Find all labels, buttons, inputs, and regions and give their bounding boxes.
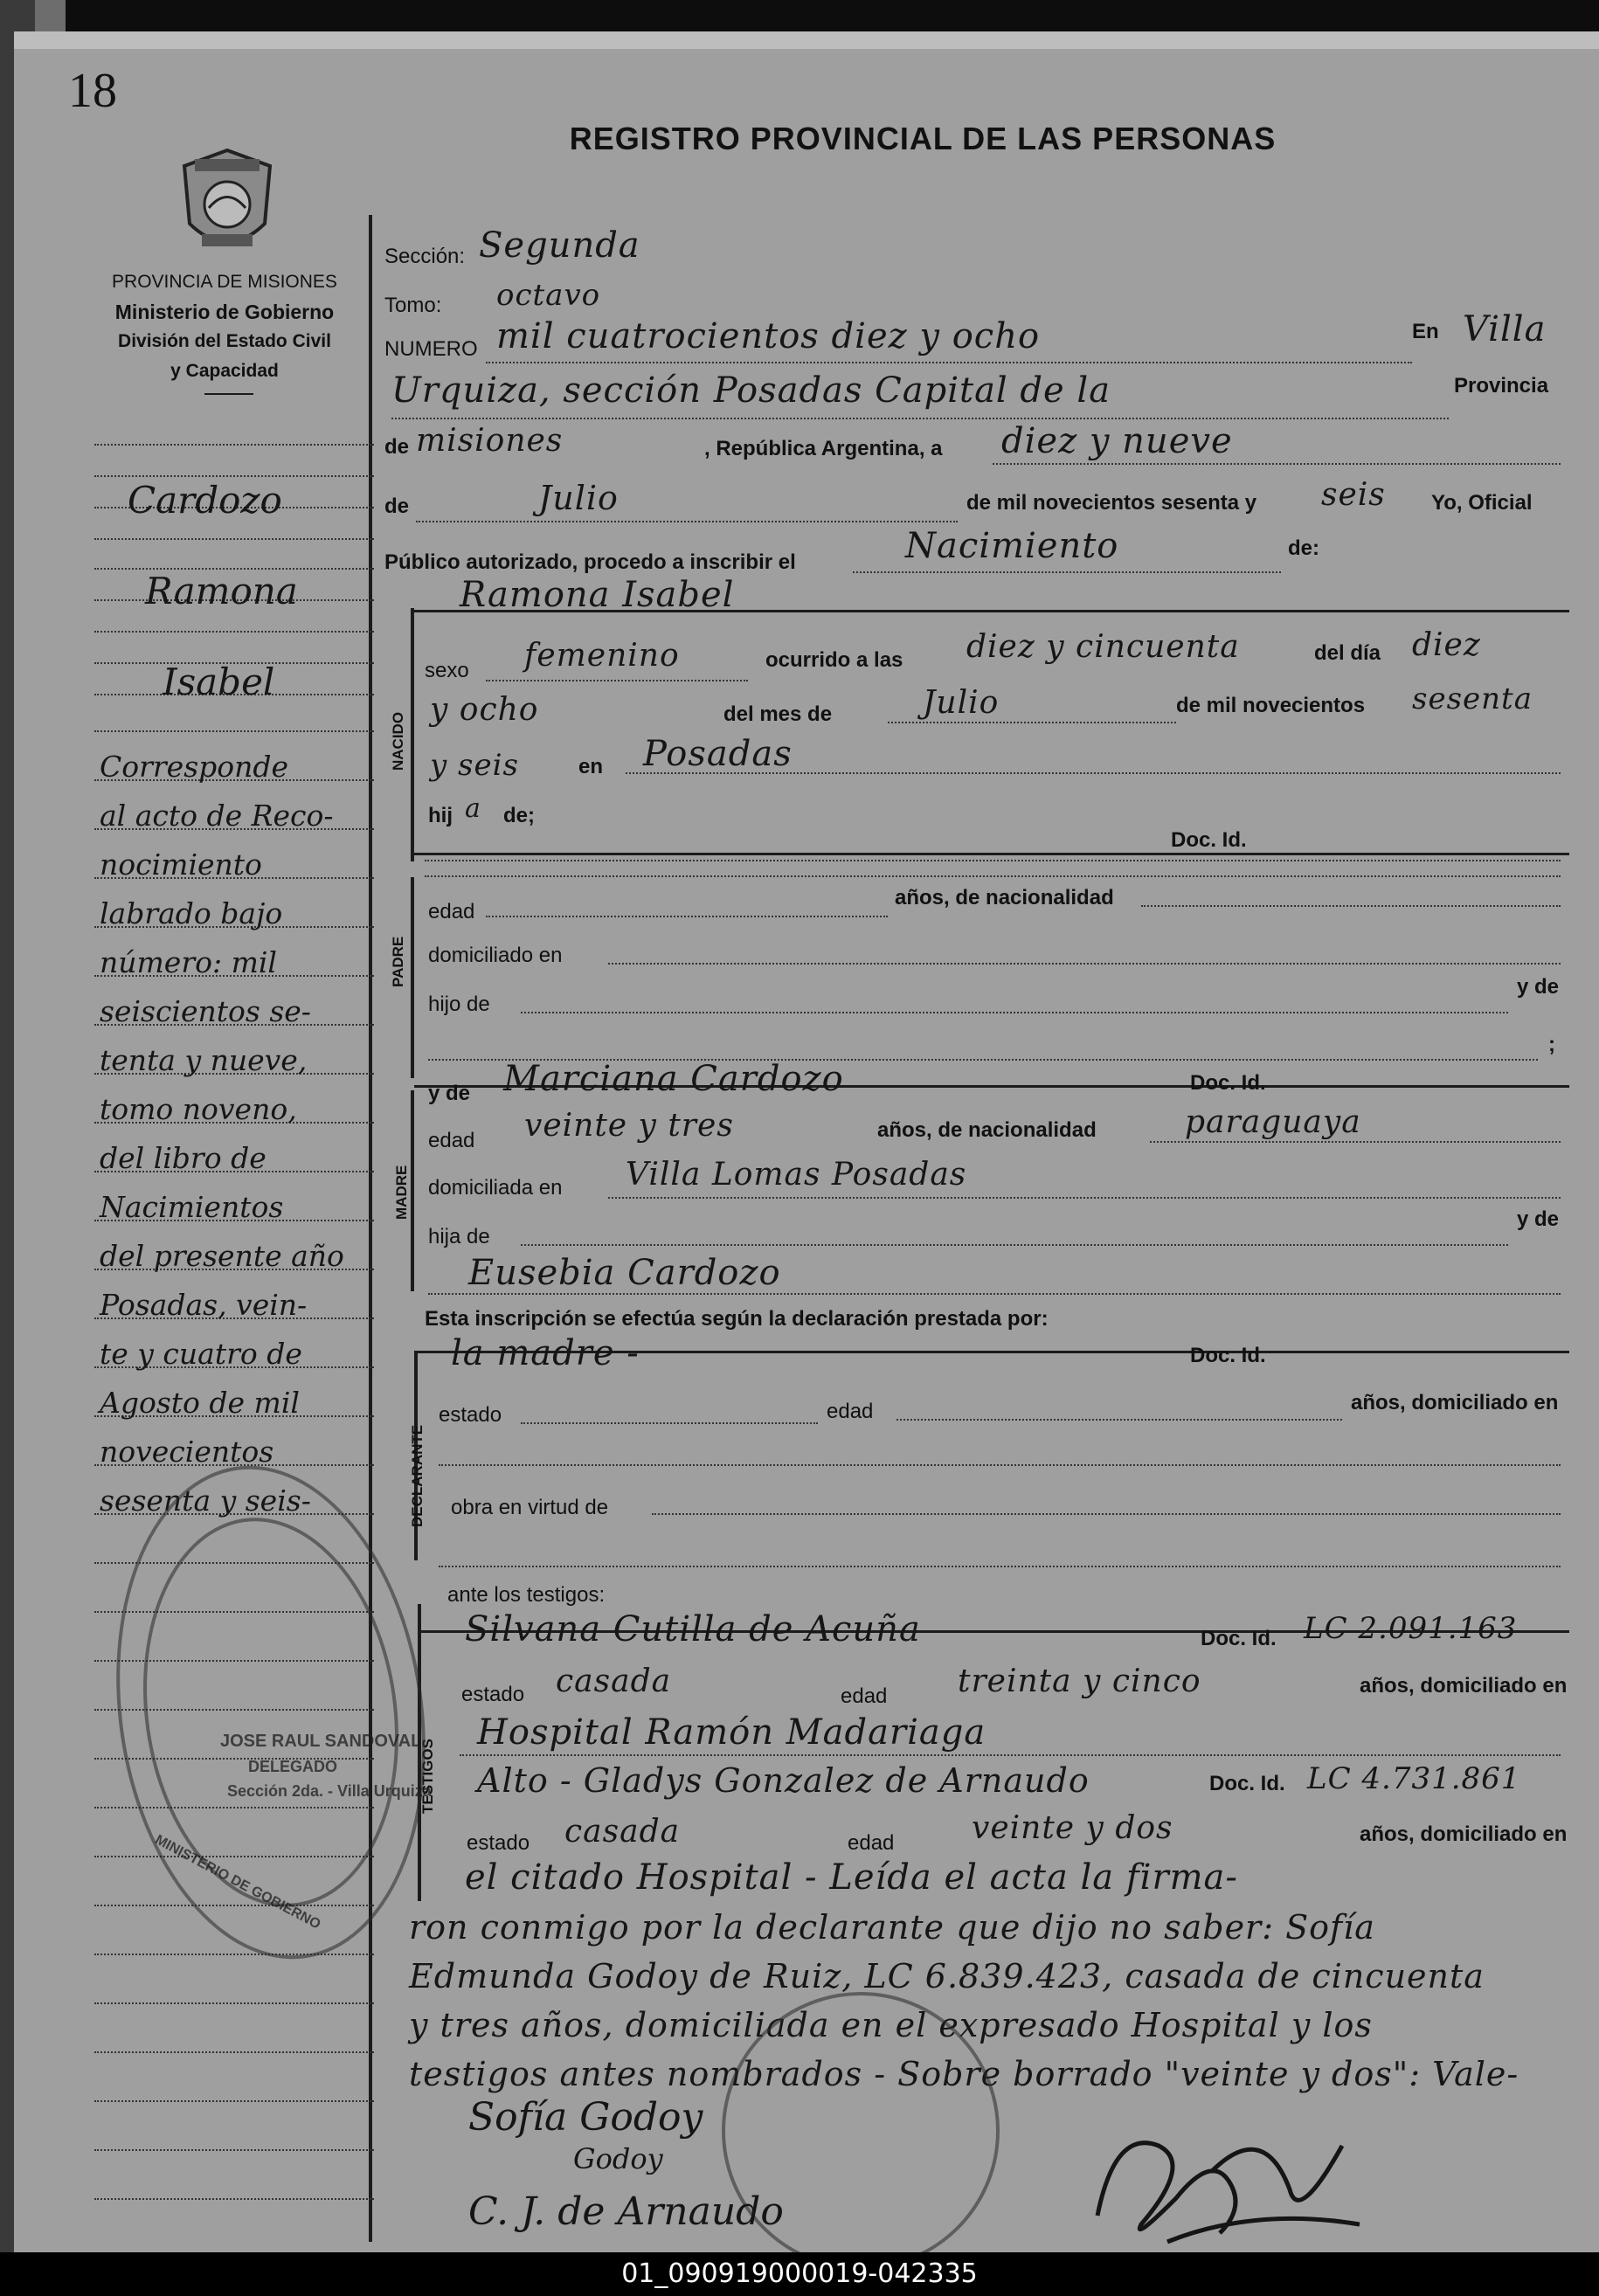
republica-label: , República Argentina, a (704, 437, 943, 460)
margin-rule (94, 631, 374, 633)
testigo1-name: Silvana Cutilla de Acuña (465, 1609, 921, 1649)
declarante-intro: Esta inscripción se efectúa según la declaración prestada por: (425, 1307, 1049, 1331)
provincia-label: Provincia (1454, 374, 1549, 398)
section-divider (414, 853, 1569, 855)
office-line: PROVINCIA DE MISIONES (112, 272, 337, 292)
edad-label: edad (841, 1684, 888, 1708)
closing-line: Edmunda Godoy de Ruiz, LC 6.839.423, casada de cincuenta (409, 1957, 1485, 1995)
margin-rule (94, 444, 374, 446)
fill-line (428, 1293, 1561, 1295)
numero-label: NUMERO (384, 337, 478, 361)
hijo-de-label: de; (503, 804, 535, 827)
margin-rule (94, 2149, 374, 2151)
signature: Godoy (573, 2142, 663, 2175)
testigo1-estado: casada (556, 1663, 672, 1699)
section-label-madre: MADRE (393, 1165, 410, 1220)
page-title: REGISTRO PROVINCIAL DE LAS PERSONAS (569, 121, 1277, 156)
closing-line: y tres años, domiciliada en el expresado Hospital y los (409, 2006, 1373, 2044)
stamp-line: DELEGADO (248, 1758, 338, 1775)
edad-label: edad (428, 1129, 475, 1152)
closing-line: testigos antes nombrados - Sobre borrado "veinte y dos": Vale- (409, 2055, 1519, 2093)
margin-note-line: del libro de (100, 1141, 266, 1175)
fill-line (1141, 905, 1561, 907)
fill-line (486, 916, 888, 917)
section-label-testigos: TESTIGOS (419, 1739, 436, 1814)
margin-note-line: al acto de Reco- (100, 799, 334, 833)
margin-second-name: Isabel (163, 660, 275, 703)
margin-rule (94, 475, 374, 477)
testigo2-name: Alto - Gladys Gonzalez de Arnaudo (477, 1761, 1090, 1800)
anio-label: de mil novecientos sesenta y (966, 491, 1257, 515)
docid-label: Doc. Id. (1190, 1344, 1266, 1367)
hora-value: diez y cincuenta (966, 629, 1240, 665)
section-label-declarante: DECLARANTE (409, 1424, 426, 1527)
provincia-value: misiones (416, 423, 564, 459)
testigo1-domicilio: Hospital Ramón Madariaga (477, 1712, 986, 1753)
hora-label: ocurrido a las (765, 648, 903, 672)
estado-label: estado (439, 1403, 502, 1427)
fill-line (608, 1197, 1561, 1199)
oficial-label: Yo, Oficial (1431, 491, 1533, 515)
seccion-label: Sección: (384, 245, 466, 268)
fill-line (1150, 1141, 1561, 1143)
mes-value: Julio (923, 685, 1000, 721)
officer-signature-icon (1080, 2093, 1377, 2252)
margin-surname: Cardozo (128, 479, 282, 522)
publico-label: Público autorizado, procedo a inscribir el (384, 550, 796, 574)
office-line: División del Estado Civil (118, 331, 331, 351)
margin-rule (94, 2100, 374, 2102)
section-rule (411, 608, 414, 861)
margin-note-line: novecientos (100, 1435, 274, 1469)
de-label: de (384, 435, 410, 459)
sexo-value: femenino (524, 638, 680, 674)
fill-line (425, 860, 1561, 861)
fill-line (425, 875, 1561, 877)
hijo-suffix: a (465, 793, 481, 824)
tomo-value: octavo (496, 278, 601, 313)
nacionalidad-label: años, de nacionalidad (877, 1118, 1097, 1142)
stamp-ring-text: MINISTERIO DE GOBIERNO (152, 1832, 323, 1933)
edad-label: edad (848, 1831, 895, 1855)
domicilio-label: años, domiciliado en (1351, 1391, 1559, 1414)
fill-line (439, 1566, 1561, 1567)
margin-note-line: número: mil (100, 945, 277, 979)
madre-name: Marciana Cardozo (503, 1059, 844, 1099)
margin-rule (94, 538, 374, 540)
margin-note-line: nocimiento (100, 847, 262, 882)
section-rule (411, 877, 414, 1078)
yde-label: y de (1517, 975, 1560, 999)
margin-rule (94, 2002, 374, 2004)
docid-label: Doc. Id. (1190, 1071, 1266, 1095)
margin-rule (94, 1954, 374, 1955)
fill-line (896, 1419, 1342, 1421)
testigo2-docid: LC 4.731.861 (1307, 1761, 1521, 1796)
edad-label: edad (428, 900, 475, 923)
seccion-value: Segunda (479, 225, 640, 266)
margin-note-line: Corresponde (100, 750, 289, 784)
hijo-label: hij (428, 804, 453, 827)
edad-label: edad (827, 1400, 874, 1423)
docid-label: Doc. Id. (1201, 1627, 1277, 1650)
testigo1-docid: LC 2.091.163 (1304, 1611, 1518, 1646)
margin-rule (94, 2051, 374, 2053)
madre-edad: veinte y tres (524, 1108, 734, 1144)
hijo-de-label: hijo de (428, 992, 490, 1016)
docid-label: Doc. Id. (1171, 828, 1247, 852)
acto-value: Nacimiento (905, 526, 1119, 566)
testigo2-edad: veinte y dos (972, 1810, 1173, 1846)
docid-label: Doc. Id. (1209, 1772, 1285, 1795)
office-line: y Capacidad (170, 361, 279, 381)
testigo2-domicilio: el citado Hospital - Leída el acta la firma- (465, 1857, 1238, 1898)
issuing-office (72, 267, 377, 386)
nacionalidad-label: años, de nacionalidad (895, 886, 1114, 909)
fill-line (416, 521, 958, 522)
margin-divider (369, 215, 372, 2242)
fill-line (888, 722, 1176, 723)
place-value: Urquiza, sección Posadas Capital de la (391, 370, 1111, 411)
fill-line (460, 1754, 1561, 1756)
semicolon: ; (1548, 1033, 1555, 1056)
estado-label: estado (467, 1831, 530, 1855)
fill-line (521, 1012, 1508, 1013)
margin-rule (94, 2198, 374, 2200)
en-label: en (578, 755, 604, 778)
stamp-line: Sección 2da. - Villa Urquiza (227, 1782, 432, 1800)
anio-label: de mil novecientos (1176, 694, 1366, 717)
en-label: En (1412, 320, 1439, 343)
dia-value: diez (1412, 627, 1481, 663)
section-label-padre: PADRE (390, 936, 406, 987)
margin-note-line: tomo noveno, (100, 1092, 297, 1126)
margin-note-line: labrado bajo (100, 896, 283, 930)
fill-line (521, 1422, 818, 1424)
de2-label: de (384, 494, 410, 518)
hija-de-label: hija de (428, 1225, 490, 1248)
margin-note-line: seiscientos se- (100, 994, 311, 1028)
margin-note-line: tenta y nueve, (100, 1043, 308, 1077)
signature-declarant: Sofía Godoy (468, 2095, 703, 2140)
margin-note-line: Posadas, vein- (100, 1288, 308, 1322)
margin-note-line: te y cuatro de (100, 1337, 302, 1371)
madre-nacionalidad: paraguaya (1185, 1104, 1361, 1140)
margin-rule (94, 730, 374, 732)
fill-line (486, 362, 1412, 363)
yde-label: y de (1517, 1207, 1560, 1231)
closing-line: ron conmigo por la declarante que dijo no saber: Sofía (409, 1908, 1375, 1947)
file-identifier: 01_090919000019-042335 (0, 2252, 1599, 2296)
lugar-value: Posadas (643, 734, 793, 774)
office-line: Ministerio de Gobierno (114, 301, 335, 323)
testigo1-edad: treinta y cinco (958, 1663, 1201, 1699)
fill-line (439, 1464, 1561, 1466)
section-label-nacido: NACIDO (390, 711, 406, 771)
margin-note-line: sesenta y seis- (100, 1483, 311, 1518)
madre-yde-label: y de (428, 1082, 471, 1105)
fill-line (652, 1513, 1561, 1515)
madre-padres: Eusebia Cardozo (468, 1253, 781, 1293)
mes-label: del mes de (723, 702, 833, 726)
nacido-name: Ramona Isabel (460, 575, 735, 615)
page-top-edge (14, 31, 1599, 49)
declarante-name: la madre - (451, 1333, 640, 1373)
fill-line (391, 418, 1449, 419)
domicilio-label: domiciliado en (428, 944, 563, 967)
margin-note-line: Nacimientos (100, 1190, 284, 1224)
tomo-label: Tomo: (384, 294, 442, 317)
anio-value-cont: y seis (430, 748, 519, 783)
section-rule (411, 1090, 414, 1291)
margin-note-line: del presente año (100, 1239, 344, 1273)
folio-number: 18 (68, 64, 117, 118)
fill-line (486, 680, 748, 681)
margin-note-line: Agosto de mil (100, 1386, 300, 1420)
dia-label: del día (1314, 641, 1381, 665)
testigos-intro: ante los testigos: (447, 1583, 606, 1607)
fill-line (853, 571, 1281, 573)
testigo2-estado: casada (564, 1814, 681, 1850)
dia-value-cont: y ocho (430, 692, 539, 728)
anio-value: seis (1321, 477, 1386, 513)
fill-line (521, 1244, 1508, 1246)
signature-witness: C. J. de Arnaudo (468, 2189, 784, 2234)
fill-line (608, 963, 1561, 965)
domicilio-label: años, domiciliado en (1360, 1674, 1568, 1698)
fill-line (993, 463, 1561, 465)
sexo-label: sexo (425, 659, 469, 682)
de3-label: de: (1288, 536, 1319, 560)
domicilio-label: domiciliada en (428, 1176, 563, 1200)
stamp-name: JOSE RAUL SANDOVAL (220, 1732, 422, 1751)
estado-label: estado (461, 1683, 525, 1706)
madre-domicilio: Villa Lomas Posadas (626, 1157, 967, 1193)
domicilio-label: años, domiciliado en (1360, 1822, 1568, 1846)
fill-line (626, 772, 1561, 774)
margin-first-name: Ramona (145, 570, 298, 612)
dia-value: diez y nueve (1001, 421, 1233, 461)
document-page (14, 31, 1599, 2252)
obra-label: obra en virtud de (451, 1496, 609, 1519)
divider (204, 393, 253, 395)
en-value: Villa (1463, 309, 1547, 349)
provincial-crest-icon (176, 147, 279, 262)
anio-value: sesenta (1412, 681, 1533, 716)
numero-value: mil cuatrocientos diez y ocho (496, 316, 1041, 356)
mes-value: Julio (538, 479, 619, 517)
